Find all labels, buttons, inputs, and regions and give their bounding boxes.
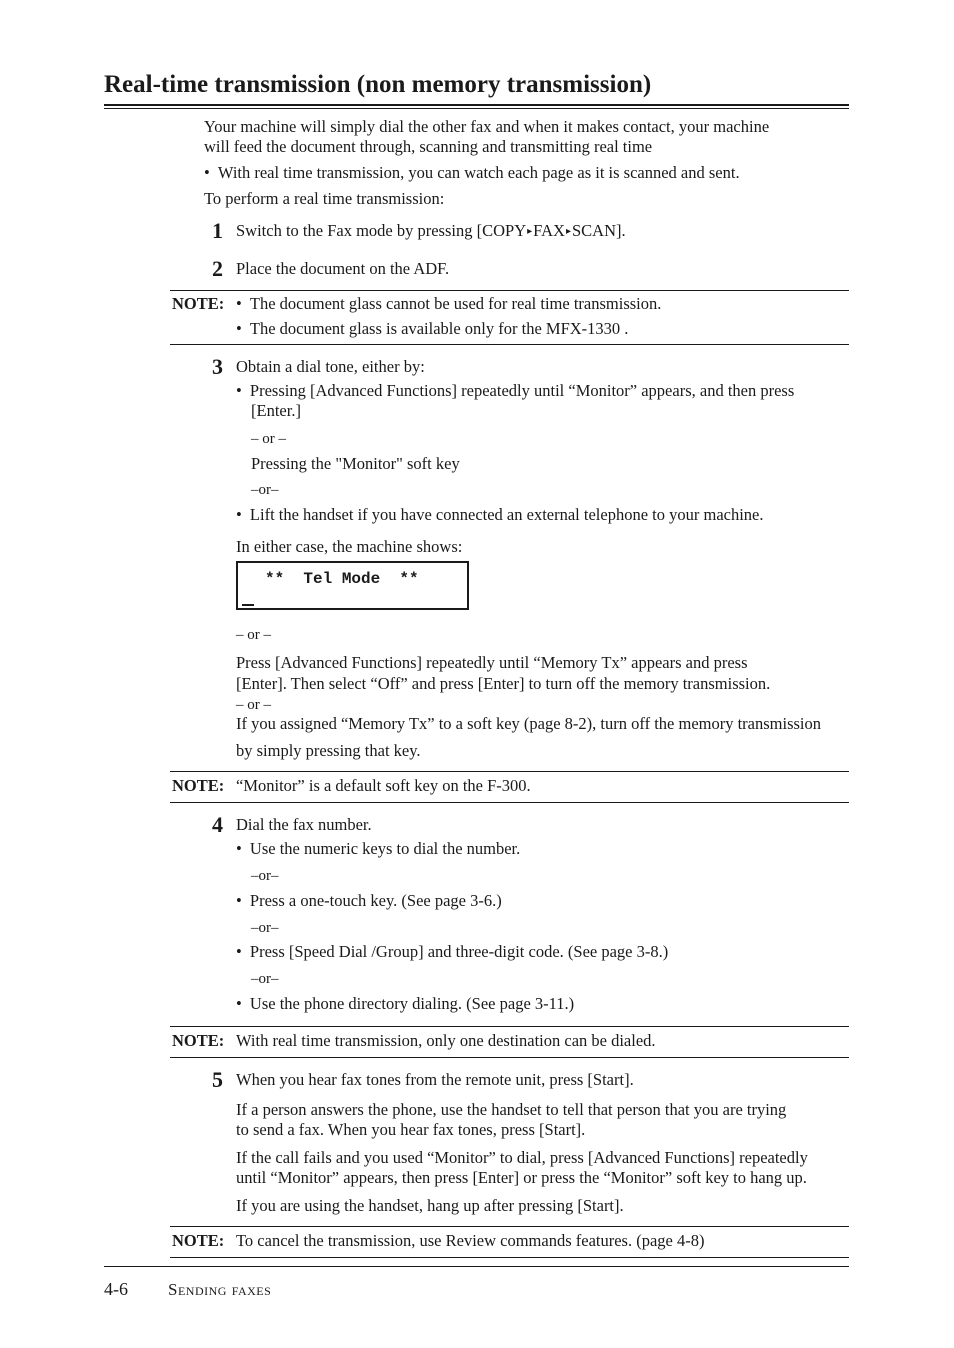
bullet-glyph: • [204, 163, 210, 182]
step-1-number: 1 [212, 218, 223, 243]
bullet-glyph: • [236, 319, 242, 338]
step-4-or-3: –or– [251, 971, 279, 987]
step-3-or-3: – or – [236, 627, 271, 643]
note-1-bullet-2-text: The document glass is available only for the MFX-1330 . [249, 319, 629, 338]
step-3-bullet-2 [236, 505, 764, 525]
step-2-number: 2 [212, 256, 223, 281]
step-4-bullet-3 [236, 942, 668, 962]
note-4-rule-top [170, 1226, 849, 1227]
bullet-glyph: • [236, 381, 242, 400]
step-3-or-1: – or – [251, 431, 286, 447]
bullet-glyph: • [236, 891, 242, 910]
bullet-glyph: • [236, 294, 242, 313]
step-4-bullet-3-text: Press [Speed Dial /Group] and three-digit code. (See page 3-8.) [249, 942, 669, 961]
page-title: Real-time transmission (non memory transmission) [104, 71, 652, 98]
step-3-bullet-2-text: Lift the handset if you have connected an external telephone to your machine. [249, 505, 764, 524]
step-4-or-1: –or– [251, 868, 279, 884]
step-3-shows: In either case, the machine shows: [236, 537, 463, 556]
intro-bullet [204, 163, 740, 183]
bullet-glyph: • [236, 839, 242, 858]
note-3-text: With real time transmission, only one destination can be dialed. [236, 1031, 656, 1050]
intro-lead: To perform a real time transmission: [204, 189, 445, 208]
step-3-number: 3 [212, 354, 223, 379]
footer-rule [104, 1266, 849, 1267]
title-rule-bottom [104, 108, 849, 109]
note-3-label: NOTE: [172, 1031, 225, 1050]
step-5-para-3: If you are using the handset, hang up after pressing [Start]. [236, 1196, 624, 1215]
intro-line-1: Your machine will simply dial the other fax and when it makes contact, your machine [204, 117, 770, 136]
note-2-rule-top [170, 771, 849, 772]
step-3-alt-1: Pressing the "Monitor" soft key [251, 454, 460, 473]
note-3-rule-top [170, 1026, 849, 1027]
step-3-para-line-4: by simply pressing that key. [236, 741, 421, 760]
step-3-text: Obtain a dial tone, either by: [236, 357, 425, 376]
step-4-number: 4 [212, 812, 223, 837]
step-1-text-before: Switch to the Fax mode by pressing [COPY [236, 221, 527, 240]
step-5-para-2-line-2: until “Monitor” appears, then press [Enter] or press the “Monitor” soft key to hang up. [236, 1168, 807, 1187]
step-5-para-1-line-1: If a person answers the phone, use the handset to tell that person that you are trying [236, 1100, 787, 1119]
step-4-bullet-4 [236, 994, 574, 1014]
note-2-rule-bottom [170, 802, 849, 803]
step-3-para-line-3: If you assigned “Memory Tx” to a soft key (page 8-2), turn off the memory transmission [236, 714, 822, 733]
note-2-label: NOTE: [172, 776, 225, 795]
step-3-bullet-1-line-2: [Enter.] [251, 401, 301, 420]
note-1-bullet-2 [236, 319, 628, 339]
bullet-glyph: • [236, 994, 242, 1013]
step-4-bullet-2-text: Press a one-touch key. (See page 3-6.) [249, 891, 502, 910]
step-3-or-2: –or– [251, 482, 279, 498]
step-1-text [236, 221, 626, 244]
note-1-bullet-1 [236, 294, 661, 314]
step-3-para-line-1: Press [Advanced Functions] repeatedly until “Memory Tx” appears and press [236, 653, 748, 672]
step-1-fax: FAX [533, 221, 565, 240]
step-4-bullet-1-text: Use the numeric keys to dial the number. [249, 839, 521, 858]
step-3-bullet-1-line-1: Pressing [Advanced Functions] repeatedly until “Monitor” appears, and then press [249, 381, 795, 400]
footer-section-title: Sending faxes [168, 1280, 272, 1299]
step-5-number: 5 [212, 1067, 223, 1092]
intro-bullet-text: With real time transmission, you can watch each page as it is scanned and sent. [217, 163, 740, 182]
title-rule-top [104, 104, 849, 106]
lcd-cursor [242, 604, 254, 606]
step-4-or-2: –or– [251, 920, 279, 936]
note-4-rule-bottom [170, 1257, 849, 1258]
step-3-para-line-2: [Enter]. Then select “Off” and press [Enter] to turn off the memory transmission. [236, 674, 771, 693]
arrow-right-icon: ▸ [527, 226, 533, 237]
arrow-right-icon: ▸ [565, 226, 571, 237]
step-2-text: Place the document on the ADF. [236, 259, 450, 278]
note-1-rule-bottom [170, 344, 849, 345]
step-5-para-2-line-1: If the call fails and you used “Monitor” to dial, press [Advanced Functions] repeatedly [236, 1148, 808, 1167]
note-4-text: To cancel the transmission, use Review commands features. (page 4-8) [236, 1231, 705, 1250]
note-1-bullet-1-text: The document glass cannot be used for real time transmission. [249, 294, 662, 313]
intro-line-2: will feed the document through, scanning and transmitting real time [204, 137, 653, 156]
step-1-text-after: SCAN]. [571, 221, 626, 240]
lcd-display [236, 561, 469, 610]
note-1-rule-top [170, 290, 849, 291]
note-4-label: NOTE: [172, 1231, 225, 1250]
step-5-text: When you hear fax tones from the remote unit, press [Start]. [236, 1070, 634, 1089]
lcd-line-1: ** Tel Mode ** [265, 570, 419, 588]
footer-page-number: 4-6 [104, 1279, 128, 1299]
step-4-bullet-1 [236, 839, 520, 859]
bullet-glyph: • [236, 942, 242, 961]
step-4-bullet-4-text: Use the phone directory dialing. (See page 3-11.) [249, 994, 575, 1013]
step-3-bullet-1 [236, 381, 794, 401]
step-3-or-4: – or – [236, 697, 271, 713]
note-3-rule-bottom [170, 1057, 849, 1058]
note-1-label: NOTE: [172, 294, 225, 313]
step-4-bullet-2 [236, 891, 502, 911]
bullet-glyph: • [236, 505, 242, 524]
step-4-text: Dial the fax number. [236, 815, 372, 834]
note-2-text: “Monitor” is a default soft key on the F-300. [236, 776, 531, 795]
step-5-para-1-line-2: to send a fax. When you hear fax tones, press [Start]. [236, 1120, 586, 1139]
